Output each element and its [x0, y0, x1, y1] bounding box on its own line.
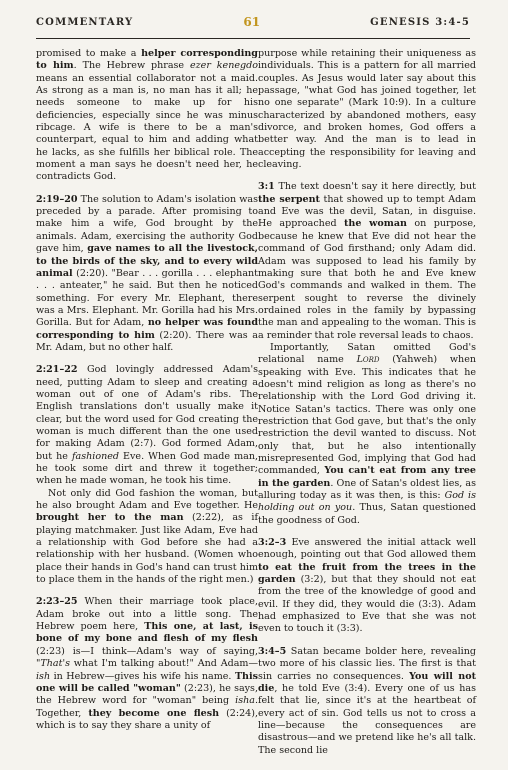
bold-text: You can't eat from any tree in the garden — [258, 465, 476, 489]
header-rule — [36, 38, 470, 39]
bold-text: 3:2–3 — [258, 537, 287, 549]
italic-text: God is holding out on you — [258, 490, 476, 514]
body-text: , he told Eve (3:4). Every one of us has felt that lie, since it's at the heartbeat of every act of sin. God tells us not to cross a line—because the consequences are disastrous—and we pretend like he's all talk. The second lie — [258, 682, 476, 756]
bold-text: brought her to the man — [36, 512, 184, 524]
paragraph — [258, 646, 476, 757]
paragraph — [36, 596, 258, 732]
body-text: (2:23), he says, the Hebrew word for "woman" being — [36, 682, 258, 707]
italic-text: Lord — [356, 354, 380, 366]
italic-text: ezer kenegdo — [189, 60, 258, 72]
body-text: . Together, — [36, 695, 258, 719]
italic-text: ish — [36, 670, 51, 682]
bold-text: 2:21–22 — [36, 364, 78, 376]
bold-text: This one will be called "woman" — [36, 670, 258, 694]
paragraph — [258, 181, 476, 341]
body-text: God lovingly addressed Adam's need, putting Adam to sleep and creating a woman out of one of Adam's ribs. The English translations don't usually make it clear, but the word used for God creating the woman is much different than the one used for making Adam (2:7). God formed Adam, but he — [36, 364, 258, 462]
paragraph — [36, 364, 258, 487]
header-scripture-reference: GENESIS 3:4-5 — [370, 16, 470, 28]
body-text: The text doesn't say it here directly, but — [274, 181, 476, 193]
body-text: The solution to Adam's isolation was preceded by a parade. After promising to make him a wife, God brought by the animals. Adam, exercising the authority God gave him, — [36, 193, 258, 255]
bold-text: 3:4–5 — [258, 645, 287, 657]
body-text: what I'm talking about!" And Adam— — [69, 658, 258, 670]
body-text: When their marriage took place, Adam broke out into a little song. The Hebrew poem here, — [36, 596, 258, 633]
header-section-title: COMMENTARY — [36, 16, 134, 28]
body-text: . One of Satan's oldest lies, as alluring today as it was then, is this: — [258, 477, 476, 502]
left-column — [36, 48, 258, 732]
body-text: (2:23) is—I think—Adam's way of saying, " — [36, 645, 258, 670]
paragraph — [258, 342, 476, 527]
right-column — [258, 48, 476, 757]
paragraph — [36, 194, 258, 354]
paragraph — [258, 537, 476, 636]
body-text: in Hebrew—gives his wife his name. — [50, 670, 235, 682]
italic-text: fashioned — [72, 450, 119, 462]
bold-text: 2:23–25 — [36, 596, 78, 608]
body-text: (2:22), as if playing matchmaker. Just like Adam, Eve had a relationship with God before she had a relationship with her husband. (Women who place their hands in God's hand can trust him to place them in the hands of the right men.) — [36, 512, 258, 586]
body-text: purpose while retaining their uniqueness as individuals. This is a pattern for all married couples. As Jesus would later say about this passage, "what God has joined together, let no one separate" (Mark 10:9). In a culture characterized by abandoned mothers, easy divorce, and broken homes, God offers a better way. And the man is to lead in accepting the responsibility for leaving and cleaving. — [258, 48, 476, 171]
body-text: Not only did God fashion the woman, but he also brought Adam and Eve together. He — [36, 487, 258, 512]
body-text: Satan became bolder here, revealing two more of his classic lies. The first is that sin carries no consequences. — [258, 645, 476, 682]
body-text: that showed up to tempt Adam and Eve was the devil, Satan, in disguise. He approached — [258, 193, 477, 230]
body-text: (3:2), but that they should not eat from the tree of the knowledge of good and evil. If they did, they would die (3:3). Adam had emphasized to Eve that she was not even to touch it (3:3). — [258, 574, 476, 635]
bold-text: gave names to all the livestock, to the birds of the sky, and to every wild animal — [36, 243, 258, 279]
body-text: promised to make a — [36, 48, 142, 59]
body-text: (2:20). "Bear . . . gorilla . . . elephant . . . anteater," he said. But then he noticed something. For every Mr. Elephant, there was a Mrs. Elephant. Mr. Gorilla had his Mrs. Gorilla. But for Adam, — [36, 267, 258, 329]
bold-text: the serpent — [258, 193, 320, 205]
body-text: (Yahweh) when speaking with Eve. This indicates that he doesn't mind religion as long as there's no relationship with the Lord God driving it. Notice Satan's tactics. There was only one restriction that God gave, but that's the only restriction the devil wanted to discuss. Not only that, but he also intentionally misrepresented God, implying that God had commanded, — [258, 354, 476, 477]
bold-text: helper corresponding to him — [36, 48, 258, 72]
body-text: on purpose, because he knew that Eve did not hear the command of God firsthand; only Adam did. Adam was supposed to lead his family by making sure that both he and Eve knew God's commands and walked in them. The serpent sought to reverse the divinely ordained roles in the family by bypassing the man and appealing to the woman. This is a reminder that role reversal leads to chaos. — [258, 218, 476, 341]
bold-text: no helper was found corresponding to him — [36, 317, 259, 341]
bold-text: they become one flesh — [88, 707, 220, 719]
body-text: . The Hebrew phrase — [73, 60, 190, 72]
bold-text: You will not die — [258, 670, 477, 694]
page-number: 61 — [243, 15, 261, 29]
bold-text: This one, at last, is bone of my bone and flesh of my flesh — [36, 621, 258, 645]
body-text: means an essential collaborator not a maid. As strong as a man is, no man has it all; he needs someone to make up for his deficiencies, especially since he was minus ribcage. A wife is there to be a man's counterpart, equal to him and adding what he lacks, as she fulfills her biblical role. The moment a man says he doesn't need her, he contradicts God. — [36, 72, 258, 183]
body-text: (2:20). There was a Mr. Adam, but no other half. — [36, 329, 258, 353]
bold-text: the woman — [344, 218, 407, 230]
body-text: . Thus, Satan questioned the goodness of God. — [258, 502, 476, 526]
paragraph — [36, 48, 258, 184]
paragraph — [36, 488, 258, 587]
body-text: Eve answered the initial attack well enough, pointing out that God allowed them — [258, 537, 476, 561]
paragraph — [258, 48, 476, 171]
bold-text: to eat the fruit from the trees in the garden — [258, 561, 476, 586]
body-text: (2:24), which is to say they share a unity of — [36, 707, 259, 731]
body-text: Importantly, Satan omitted God's relational name — [258, 341, 476, 366]
bold-text: 3:1 — [258, 181, 275, 193]
italic-text: isha — [235, 695, 255, 707]
body-text: Eve. When God made man, he took some dirt and threw it together; when he made woman, he took his time. — [36, 450, 258, 487]
bold-text: 2:19–20 — [36, 193, 78, 205]
italic-text: That's — [40, 658, 70, 670]
